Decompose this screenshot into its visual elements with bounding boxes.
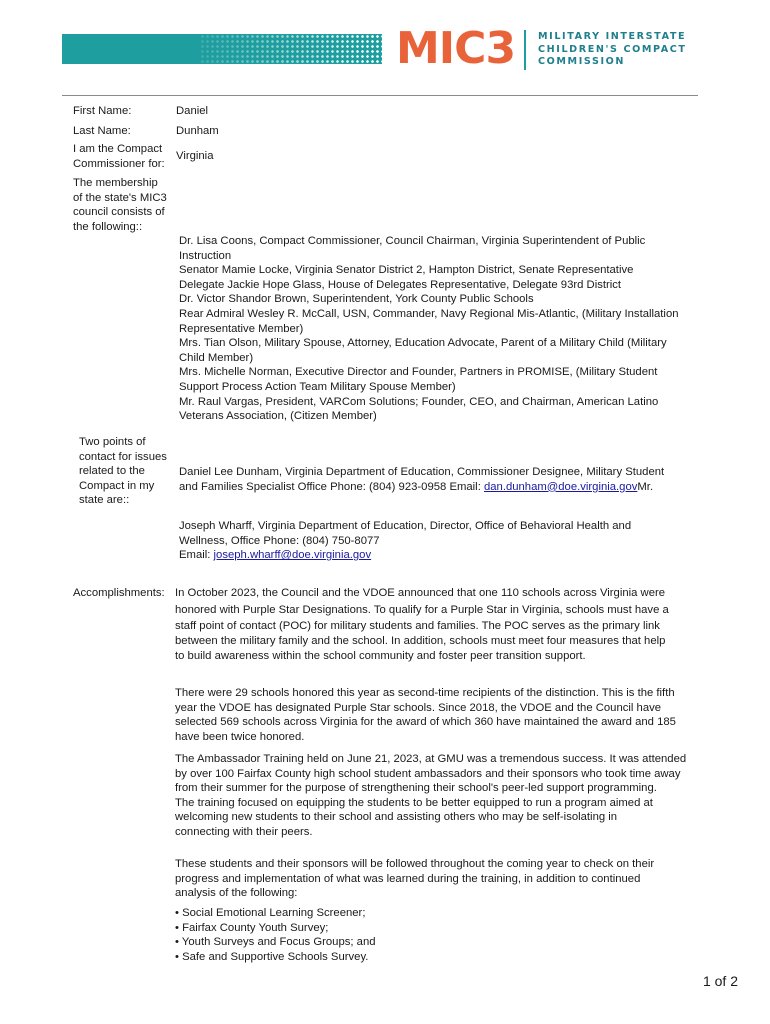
header-dot-pattern (200, 34, 382, 64)
accomplishments-paragraph-1 (175, 586, 705, 664)
paragraph-line: There were 29 schools honored this year as second-time recipients of the distinction. This is the fifth (175, 687, 675, 699)
commissioner-state-value: Virginia (176, 150, 214, 162)
contact-1-line-1: Daniel Lee Dunham, Virginia Department of Education, Commissioner Designee, Military Student (179, 466, 665, 478)
council-members-list (179, 234, 709, 424)
contact-2-email-link[interactable]: joseph.wharff@doe.virginia.gov (213, 549, 372, 562)
contacts-label-line-4: Compact in my (79, 479, 155, 492)
contact-2-line-2: Wellness, Office Phone: (804) 750-8077 (179, 534, 380, 547)
paragraph-line: have been twice honored. (175, 730, 305, 743)
contacts-label-line-2: contact for issues (79, 450, 167, 463)
first-name-value: Daniel (176, 105, 209, 117)
paragraph-line: honored with Purple Star Designations. To qualify for a Purple Star in Virginia, schools must have a (175, 604, 669, 617)
paragraph-line: analysis of the following: (175, 887, 298, 900)
contact-1-email-link[interactable]: dan.dunham@doe.virginia.gov (483, 480, 638, 493)
membership-label-line-3: council consists of (73, 206, 165, 219)
commission-name-line-3: COMMISSION (538, 56, 626, 67)
contact-1 (179, 465, 709, 494)
logo-separator (524, 30, 526, 70)
accomplishments-paragraph-3 (175, 752, 705, 840)
contacts-label-line-3: related to the (79, 465, 145, 478)
paragraph-line: progress and implementation of what was learned during the training, in addition to continued (175, 872, 641, 885)
accomplishments-paragraph-2 (175, 686, 705, 744)
mic3-logo (396, 24, 515, 74)
paragraph-line: In October 2023, the Council and the VDOE announced that one 110 schools across Virginia were (175, 587, 666, 599)
mic3-logo-text: MIC3 (396, 23, 516, 74)
paragraph-line: from their summer for the purpose of strengthening their school's peer-led support programming. (175, 782, 657, 795)
paragraph-line: year the VDOE has designated Purple Star schools. Since 2018, the VDOE and the Council have (175, 701, 662, 714)
council-member-line: Senator Mamie Locke, Virginia Senator District 2, Hampton District, Senate Representative (179, 264, 634, 277)
list-item: • Youth Surveys and Focus Groups; and (175, 936, 376, 949)
commissioner-label-line-1: I am the Compact (73, 143, 163, 155)
list-item: • Safe and Supportive Schools Survey. (175, 950, 369, 963)
paragraph-line: The Ambassador Training held on June 21, 2023, at GMU was a tremendous success. It was attended (175, 753, 687, 765)
paragraph-line: selected 569 schools across Virginia for the award of which 360 have maintained the award and 185 (175, 716, 676, 729)
accomplishments-paragraph-4 (175, 857, 705, 901)
contacts-label-line-5: state are:: (79, 494, 130, 507)
contact-1-line-2 (179, 480, 709, 495)
commission-name-line-1: MILITARY INTERSTATE (538, 31, 687, 42)
list-item: • Fairfax County Youth Survey; (175, 921, 329, 934)
membership-label (73, 176, 167, 234)
council-member-line: Child Member) (179, 351, 254, 364)
last-name-label: Last Name: (73, 125, 131, 137)
council-member-line: Mrs. Tian Olson, Military Spouse, Attorney, Education Advocate, Parent of a Military Child (Military (179, 337, 667, 350)
commission-name-line-2: CHILDREN'S COMPACT (538, 43, 687, 55)
header-divider (62, 95, 698, 96)
council-member-line: Dr. Lisa Coons, Compact Commissioner, Council Chairman, Virginia Superintendent of Public (179, 235, 646, 247)
membership-label-line-4: the following:: (73, 220, 143, 233)
council-member-line: Support Process Action Team Military Spouse Member) (179, 380, 456, 393)
contact-2-line-1: Joseph Wharff, Virginia Department of Education, Director, Office of Behavioral Health and (179, 520, 632, 532)
contact-2-email-prefix: Email: (179, 549, 214, 562)
commissioner-label-line-2: Commissioner for: (73, 157, 165, 170)
first-name-label: First Name: (73, 105, 132, 117)
contacts-label-line-1: Two points of (79, 436, 146, 448)
contact-1-suffix: Mr. (637, 480, 654, 493)
membership-label-line-2: of the state's MIC3 (73, 191, 167, 204)
contact-2 (179, 519, 709, 563)
paragraph-line: These students and their sponsors will be followed throughout the coming year to check on their (175, 858, 655, 870)
council-member-line: Veterans Association, (Citizen Member) (179, 410, 377, 423)
commissioner-label (73, 142, 165, 171)
membership-label-line-1: The membership (73, 177, 158, 189)
paragraph-line: to build awareness within the school community and foster peer transition support. (175, 650, 586, 663)
paragraph-line: connecting with their peers. (175, 825, 313, 838)
list-item: • Social Emotional Learning Screener; (175, 907, 366, 919)
paragraph-line: The training focused on equipping the students to be better equipped to run a program aimed at (175, 796, 653, 809)
council-member-line: Representative Member) (179, 322, 304, 335)
council-member-line: Instruction (179, 249, 232, 262)
analysis-bullet-list (175, 906, 376, 964)
last-name-value: Dunham (176, 125, 219, 137)
commission-name (538, 31, 688, 69)
contact-2-line-3 (179, 548, 709, 563)
paragraph-line: by over 100 Fairfax County high school student ambassadors and their sponsors who took time away (175, 767, 681, 780)
page-number: 1 of 2 (702, 973, 738, 989)
council-member-line: Mrs. Michelle Norman, Executive Director and Founder, Partners in PROMISE, (Military Student (179, 366, 658, 379)
paragraph-line: staff point of contact (POC) for military students and families. The POC serves as the primary link (175, 619, 660, 632)
council-member-line: Dr. Victor Shandor Brown, Superintendent, York County Public Schools (179, 293, 534, 306)
council-member-line: Delegate Jackie Hope Glass, House of Delegates Representative, Delegate 93rd District (179, 278, 622, 291)
paragraph-line: welcoming new students to their school and assisting others who may be self-isolating in (175, 811, 618, 824)
accomplishments-label: Accomplishments: (73, 587, 165, 599)
council-member-line: Mr. Raul Vargas, President, VARCom Solutions; Founder, CEO, and Chairman, American Latino (179, 395, 659, 408)
contacts-label (79, 435, 167, 508)
paragraph-line: between the military family and the school. In addition, schools must meet four measures that help (175, 634, 666, 647)
council-member-line: Rear Admiral Wesley R. McCall, USN, Commander, Navy Regional Mis-Atlantic, (Military Installation (179, 307, 679, 320)
contact-1-phone: and Families Specialist Office Phone: (804) 923-0958 Email: (179, 480, 484, 493)
